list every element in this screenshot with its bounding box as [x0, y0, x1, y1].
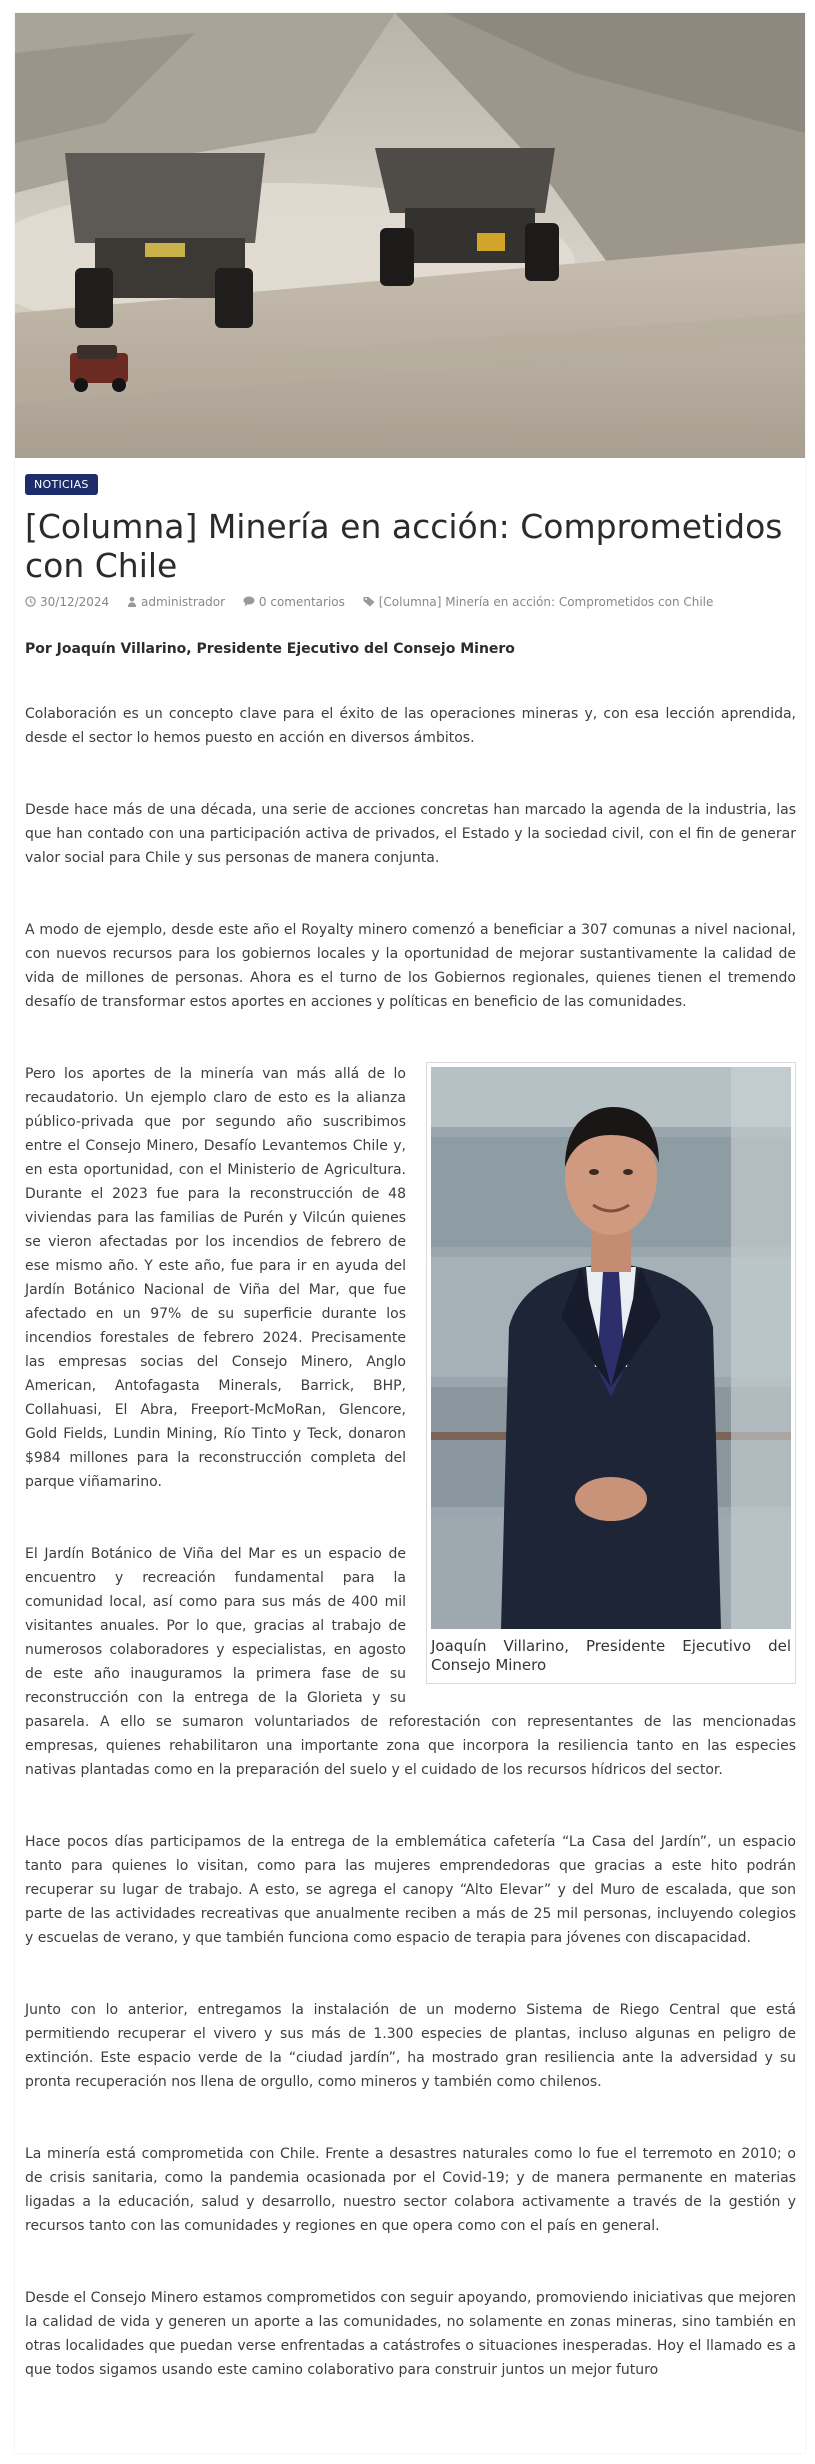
paragraph: Desde hace más de una década, una serie de acciones concretas han marcado la agenda de la industria, las que han contado con una participación activa de privados, el Estado y la sociedad civil, con el fin de generar valor social para Chile y sus personas de manera conjunta.	[25, 802, 796, 866]
post-author[interactable]	[127, 592, 225, 612]
paragraph: Colaboración es un concepto clave para el éxito de las operaciones mineras y, con esa lección aprendida, desde el sector lo hemos puesto en acción en diversos ámbitos.	[25, 706, 796, 746]
paragraph: A modo de ejemplo, desde este año el Royalty minero comenzó a beneficiar a 307 comunas a nivel nacional, con nuevos recursos para los gobiernos locales y la oportunidad de mejorar sustantivamente la calidad de vida de millones de personas. Ahora es el turno de los Gobiernos regionales, quienes tienen el tremendo desafío de transformar estos aportes en acciones y políticas en beneficio de las comunidades.	[25, 922, 796, 1010]
clock-icon	[25, 596, 36, 607]
hero-image	[15, 13, 805, 458]
byline: Por Joaquín Villarino, Presidente Ejecutivo del Consejo Minero	[25, 641, 515, 657]
post-tag[interactable]	[363, 592, 714, 612]
article-title: [Columna] Minería en acción: Comprometidos con Chile	[25, 507, 783, 585]
post-tag-text: [Columna] Minería en acción: Comprometidos con Chile	[378, 595, 714, 609]
float-section	[25, 1062, 796, 1782]
category-badge[interactable]: NOTICIAS	[25, 474, 98, 495]
user-icon	[127, 596, 137, 607]
post-comments[interactable]	[243, 592, 345, 612]
tag-icon	[363, 596, 375, 607]
paragraph: Pero los aportes de la minería van más allá de lo recaudatorio. Un ejemplo claro de esto es la alianza público-privada que por segundo año suscribimos entre el Consejo Minero, Desafío Levantemos Chile y, en esta oportunidad, con el Ministerio de Agricultura. Durante el 2023 fue para la reconstrucción de 48 viviendas para las familias de Purén y Vilcún quienes se vieron afectadas por los incendios de febrero de ese mismo año. Y este año, fue para ir en ayuda del Jardín Botánico Nacional de Viña del Mar, que fue afectado en un 97% de su superficie durante los incendios forestales de febrero 2024. Precisamente las empresas socias del Consejo Minero, Anglo American, Antofagasta Minerals, Barrick, BHP, Collahuasi, El Abra, Freeport-McMoRan, Glencore, Gold Fields, Lundin Mining, Río Tinto y Teck, donaron $984 millones para la reconstrucción completa del parque viñamarino.	[25, 1066, 406, 1490]
paragraph: Desde el Consejo Minero estamos comprometidos con seguir apoyando, promoviendo iniciativas que mejoren la calidad de vida y generen un aporte a las comunidades, no solamente en zonas mineras, sino también en otras localidades que puedan verse enfrentadas a catástrofes o situaciones inesperadas. Hoy el llamado es a que todos sigamos usando este camino colaborativo para construir juntos un mejor futuro	[25, 2290, 796, 2378]
post-meta	[25, 592, 796, 612]
post-comments-text: 0 comentarios	[258, 595, 345, 609]
post-author-text: administrador	[141, 595, 226, 609]
article-content	[25, 473, 796, 2382]
article	[15, 13, 805, 2453]
author-photo	[431, 1067, 791, 1629]
author-figure	[426, 1062, 796, 1684]
post-date-text: 30/12/2024	[40, 595, 110, 609]
comment-icon	[243, 596, 255, 607]
paragraph: La minería está comprometida con Chile. Frente a desastres naturales como lo fue el terremoto en 2010; o de crisis sanitaria, como la pandemia ocasionada por el Covid-19; y de manera permanente en materias ligadas a la educación, salud y desarrollo, nuestro sector colabora activamente a través de la gestión y recursos tanto con las comunidades y regiones en que opera como con el país en general.	[25, 2146, 796, 2234]
paragraph: Hace pocos días participamos de la entrega de la emblemática cafetería “La Casa del Jardín”, un espacio tanto para quienes lo visitan, como para las mujeres emprendedoras que gracias a este hito podrán recuperar su lugar de trabajo. A esto, se agrega el canopy “Alto Elevar” y del Muro de escalada, que son parte de las actividades recreativas que anualmente reciben a más de 25 mil personas, incluyendo colegios y escuelas de verano, y que también funciona como espacio de terapia para jóvenes con discapacidad.	[25, 1834, 796, 1946]
figure-caption: Joaquín Villarino, Presidente Ejecutivo del Consejo Minero	[431, 1637, 791, 1674]
post-date[interactable]	[25, 592, 109, 612]
paragraph: El Jardín Botánico de Viña del Mar es un espacio de encuentro y recreación fundamental para la comunidad local, así como para sus más de 400 mil visitantes anuales. Por lo que, gracias al trabajo de numerosos colaboradores y especialistas, en agosto de este año inauguramos la primera fase de su reconstrucción con la entrega de la Glorieta y su pasarela. A ello se sumaron voluntariados de reforestación con representantes de las mencionadas empresas, quienes rehabilitaron una importante zona que incorpora la resiliencia tanto en las especies nativas plantadas como en la preparación del suelo y el cuidado de los recursos hídricos del sector.	[25, 1546, 796, 1778]
paragraph: Junto con lo anterior, entregamos la instalación de un moderno Sistema de Riego Central que está permitiendo recuperar el vivero y sus más de 1.300 especies de plantas, incluso algunas en peligro de extinción. Este espacio verde de la “ciudad jardín”, ha mostrado gran resiliencia ante la adversidad y su pronta recuperación nos llena de orgullo, como mineros y también como chilenos.	[25, 2002, 796, 2090]
